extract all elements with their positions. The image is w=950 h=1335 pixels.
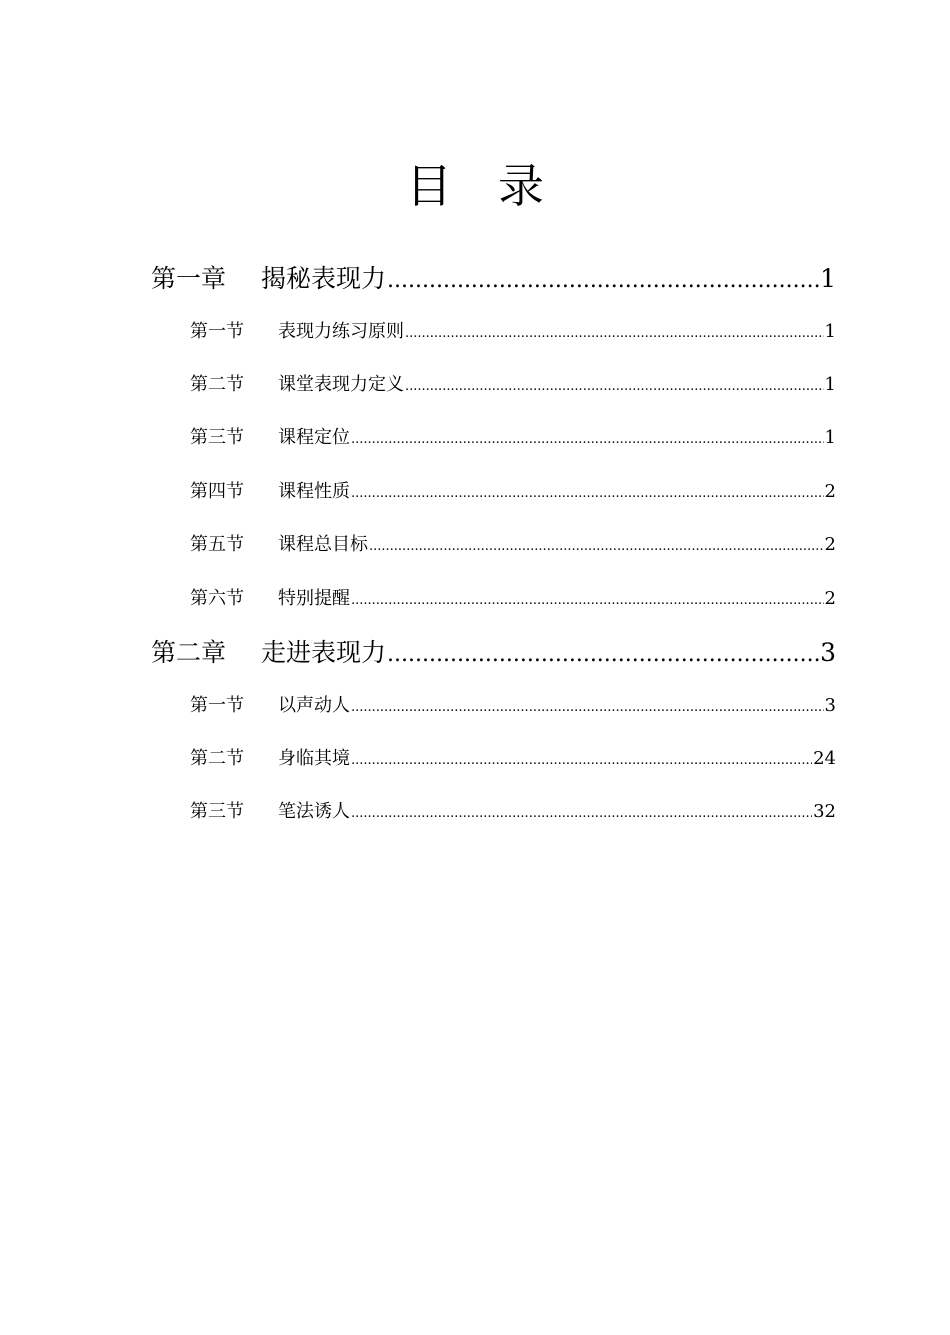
page-number: 3 — [820, 638, 836, 667]
section-title: 课程性质 — [278, 481, 350, 502]
dot-leader — [351, 748, 812, 774]
dot-leader — [351, 588, 824, 614]
page-number: 2 — [824, 481, 836, 502]
page-number: 3 — [824, 695, 836, 716]
toc-section-1-6[interactable] — [190, 586, 836, 614]
dot-leader — [405, 374, 824, 400]
toc-section-2-3[interactable] — [190, 799, 836, 827]
dot-leader — [387, 638, 819, 672]
toc-section-1-1[interactable] — [190, 319, 836, 347]
section-title: 笔法诱人 — [278, 801, 350, 822]
section-title: 特别提醒 — [278, 588, 350, 609]
section-title: 课堂表现力定义 — [278, 374, 404, 395]
toc-section-1-3[interactable] — [190, 425, 836, 453]
page-number: 32 — [813, 801, 836, 822]
section-number: 第四节 — [190, 481, 244, 502]
chapter-title: 揭秘表现力 — [261, 264, 387, 293]
page-number: 2 — [824, 588, 836, 609]
toc-section-1-5[interactable] — [190, 532, 836, 560]
page-title-char-1: 目 — [406, 159, 452, 213]
section-number: 第二节 — [190, 748, 244, 769]
section-number: 第五节 — [190, 534, 244, 555]
section-number: 第一节 — [190, 695, 244, 716]
page-number: 1 — [824, 374, 836, 395]
section-number: 第三节 — [190, 427, 244, 448]
page-title-char-2: 录 — [498, 159, 544, 213]
toc-chapter-2[interactable] — [151, 636, 836, 672]
section-title: 课程定位 — [278, 427, 350, 448]
page-number: 2 — [824, 534, 836, 555]
dot-leader — [351, 481, 824, 507]
chapter-number: 第二章 — [151, 638, 227, 667]
section-number: 第二节 — [190, 374, 244, 395]
page-number: 24 — [813, 748, 836, 769]
page-number: 1 — [824, 321, 836, 342]
page-number: 1 — [824, 427, 836, 448]
dot-leader — [369, 534, 824, 560]
toc-section-1-4[interactable] — [190, 479, 836, 507]
dot-leader — [351, 695, 824, 721]
chapter-title: 走进表现力 — [261, 638, 387, 667]
section-title: 表现力练习原则 — [278, 321, 404, 342]
section-number: 第一节 — [190, 321, 244, 342]
section-title: 身临其境 — [278, 748, 350, 769]
dot-leader — [351, 427, 824, 453]
dot-leader — [405, 321, 824, 347]
dot-leader — [387, 264, 819, 298]
section-title: 课程总目标 — [278, 534, 368, 555]
toc-chapter-1[interactable] — [151, 262, 836, 298]
page-number: 1 — [820, 264, 836, 293]
toc-section-1-2[interactable] — [190, 372, 836, 400]
toc-section-2-2[interactable] — [190, 746, 836, 774]
section-number: 第六节 — [190, 588, 244, 609]
section-title: 以声动人 — [278, 695, 350, 716]
section-number: 第三节 — [190, 801, 244, 822]
dot-leader — [351, 801, 812, 827]
toc-section-2-1[interactable] — [190, 693, 836, 721]
chapter-number: 第一章 — [151, 264, 227, 293]
